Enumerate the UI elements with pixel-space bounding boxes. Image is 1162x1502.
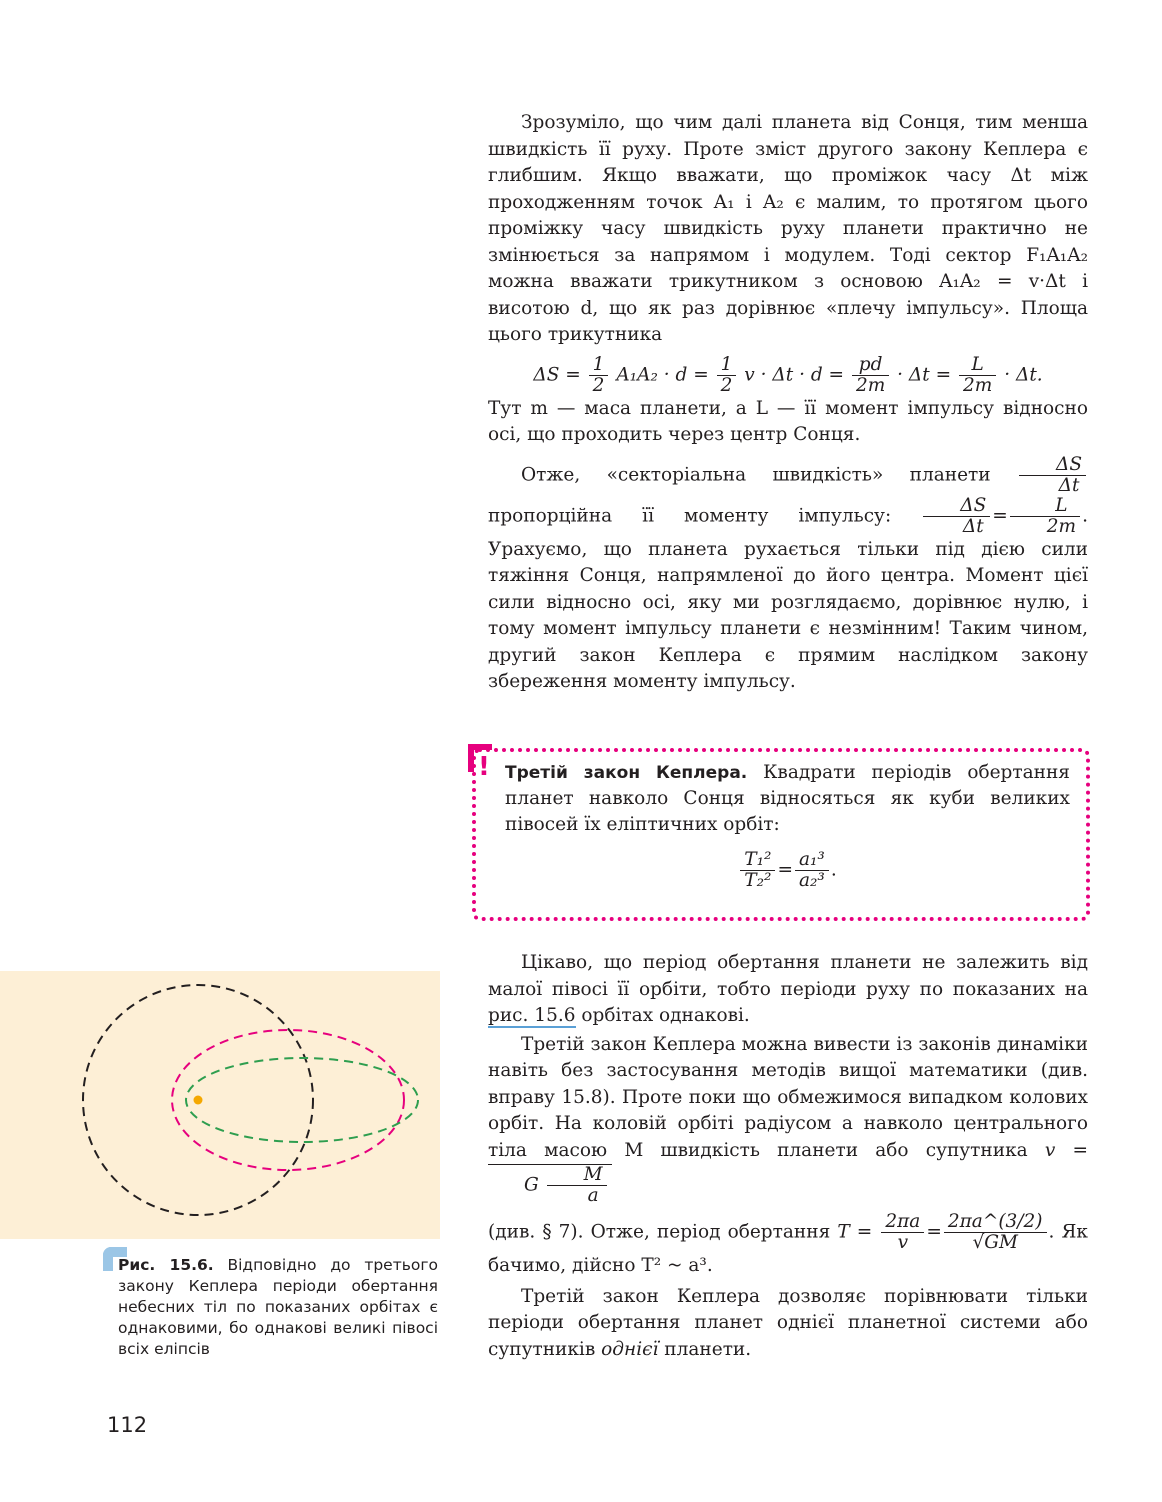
sectoral-speed-fraction: $\frac{\Delta S}{\Delta t}$: [1019, 455, 1086, 496]
paragraph-3: Отже, «секторіальна швидкість» планети $\frac{\Delta S}{\Delta t}$ пропорційна її моменту імпульсу: $\frac{\Delta S}{\Delta t}$ = $\frac{L}{2m}$ . Урахуємо, що планета рухається тільки під дією сили тяжіння Сонця, напрямленої до його центра. Момент цієї сили відносно осі, яку ми розглядаємо, дорівнює нулю, і тому момент імпульсу планети є незмінним! Таким чином, другий закон Кеплера є прямим наслідком закону збереження моменту імпульсу.: [488, 453, 1088, 692]
sun-dot: [194, 1096, 203, 1105]
main-column: [488, 110, 1088, 696]
figure-link[interactable]: рис. 15.6: [488, 1005, 576, 1026]
kepler-third-law-text: Третій закон Кеплера. Квадрати періодів обертання планет навколо Сонця відносяться як куби великих півосей їх еліптичних орбіт: $\frac{\text{T₁²}}{\text{T₂²}}$ = $\frac{\text{a₁³}}{\text{a₂³}}$ .: [505, 762, 1070, 891]
ellipse-orbit-green: [186, 1058, 418, 1142]
law-formula: $\frac{\text{T₁²}}{\text{T₂²}}$ = $\frac{\text{a₁³}}{\text{a₂³}}$ .: [505, 850, 1070, 891]
paragraph-1: Зрозуміло, що чим далі планета від Сонця, тим менша швидкість її руху. Проте зміст другого закону Кеплера є глибшим. Якщо вважати, що проміжок часу Δt між проходженням точок A₁ і A₂ є малим, то протягом цього проміжку часу швидкість руху планети практично не змінюється за напрямом і модулем. Тоді сектор F₁A₁A₂ можна вважати трикутником з основою A₁A₂ = v·Δt і висотою d, що як раз дорівнює «плечу імпульсу». Площа цього трикутника: [488, 112, 1088, 345]
orbits-diagram: [0, 971, 440, 1239]
paragraph-6: (див. § 7). Отже, період обертання T = $\frac{2\pi a}{v}$ = $\frac{2\pi a\^{}(3/2)}{√GM}$ . Як бачимо, дійсно T² ~ a³.: [488, 1211, 1088, 1276]
paragraph-4: Цікаво, що період обертання планети не залежить від малої півосі її орбіти, тобто періоди руху по показаних на рис. 15.6 орбітах однакові.: [488, 952, 1088, 1026]
paragraph-5: Третій закон Кеплера можна вивести із законів динаміки навіть без застосування методів вищої математики (див. вправу 15.8). Проте поки що обмежимося випадком колових орбіт. На коловій орбіті радіусом a навколо центрального тіла масою M швидкість планети або супутника v =G $\frac{M}{a}$: [488, 1033, 1088, 1206]
paragraph-7: Третій закон Кеплера дозволяє порівнювати тільки періоди обертання планет однієї планетної системи або супутників однієї планети.: [488, 1285, 1088, 1360]
formula-sector-area: ΔS = $\frac{1}{2}$ A₁A₂ · d = $\frac{1}{2}$ v · Δt · d = $\frac{pd}{2m}$ · Δt = $\frac{L}{2m}$ · Δt.: [533, 353, 1043, 396]
exclamation-icon: !: [478, 752, 490, 782]
paragraph-2: Тут m — маса планети, а L — її момент імпульсу відносно осі, що проходить через центр Сонця.: [488, 397, 1088, 445]
figure-15-6: [0, 971, 440, 1239]
page-number: 112: [107, 1413, 148, 1437]
main-column-lower: [488, 950, 1088, 1363]
ellipse-orbit-pink: [172, 1030, 404, 1170]
law-title: Третій закон Кеплера.: [505, 763, 748, 783]
figure-caption: Рис. 15.6. Відповідно до третього закону Кеплера періоди обертання небесних тіл по показаних орбітах є однаковими, бо однакові великі півосі всіх еліпсів: [118, 1256, 438, 1358]
caption-label: Рис. 15.6.: [118, 1256, 214, 1274]
